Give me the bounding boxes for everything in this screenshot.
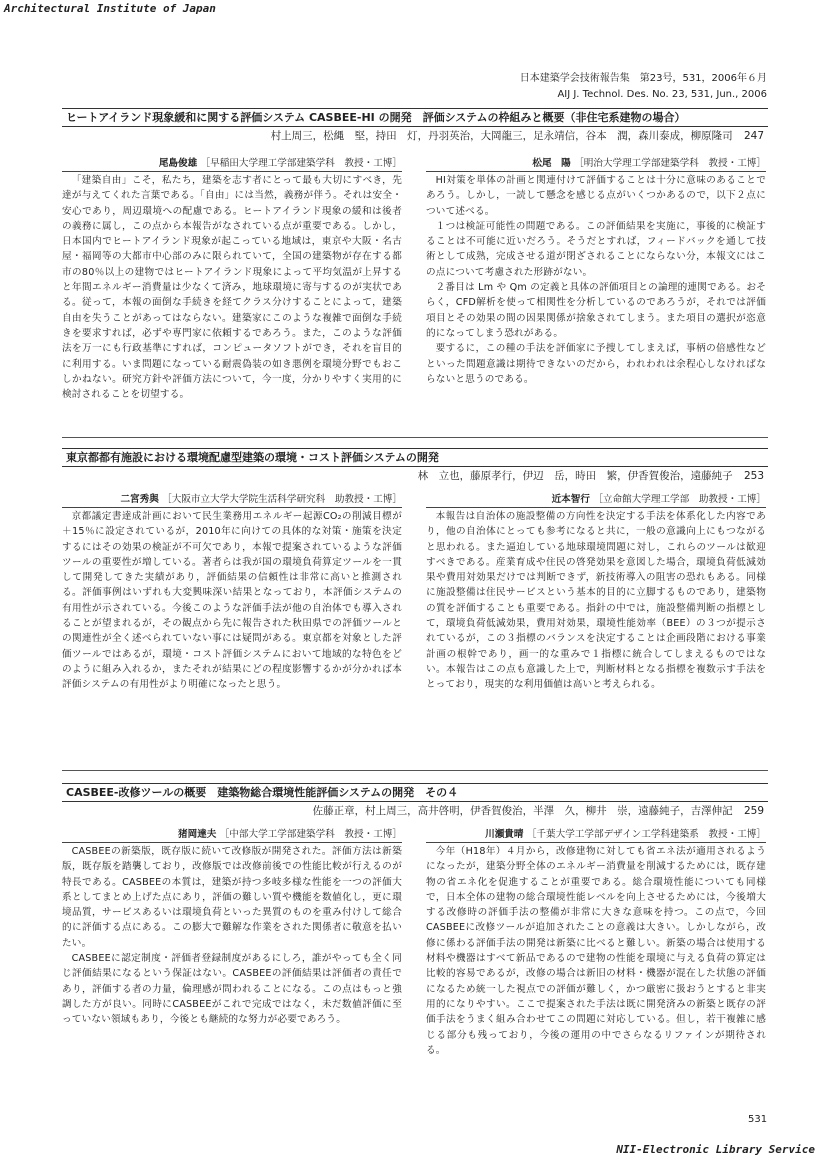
review-paragraph: 今年（H18年）４月から，改修建物に対しても省エネ法が適用されるようになったが，建築分野全体のエネルギー消費量を削減するためには，既存建物の省エネ化を促進することが重要である。総合環境性能についても同様で，日本全体の建物の総合環境性能レベルを向上させるためには，今後増大する改修時の評価手法の整備が非常に大きな意味を持つ。この点で，今回CASBEEに改修ツールが追加されたことの意義は大きい。しかしながら，改修に係わる評価手法の開発は新築に比べると難しい。新築の場合は使用する材料や機器はすべて新品であるので建物の性能を環境に与える負荷の算定は比較的容易であるが，改修の場合は新旧の材料・機器が混在した状態の評価になるため統一した視点での評価が難しく，かつ厳密に扱おうとすると非実用的になりやすい。ここで提案された手法は既に開発済みの新築と既存の評価手法をうまく組み合わせてこの問題に対応している。但し，若干複雑に感じる部分も残っており，今後の運用の中でさらなるリファインが期待される。 xyxy=(426,846,766,1056)
reviewer-name: 猪岡達夫 xyxy=(178,829,217,840)
reviewer-name: 尾島俊雄 xyxy=(158,158,198,169)
reviewer-name: 近本智行 xyxy=(551,494,590,505)
journal-citation-jp: 日本建築学会技術報告集 第23号，531，2006年６月 xyxy=(519,73,767,84)
review-column-right xyxy=(426,827,766,1058)
reviewer-name: 川瀬貴晴 xyxy=(485,829,524,840)
paper-authors xyxy=(62,467,768,485)
page-number: 531 xyxy=(748,1114,768,1125)
review-paragraph: 本報告は自治体の施設整備の方向性を決定する手法を体系化した内容であり，他の自治体にとっても参考になると共に，一般の意識向上にもつながると思われる。また逼迫している地球環境問題に対し，これらのツールは歓迎すべきである。産業育成や住民の啓発効果を意図した場合，環境負荷低減効果や費用対効果だけでは判断できず，新技術導入の阻害の恐れもある。同様に施設整備は住民サービスという基本的目的に立脚するものであり，建築物の質を評価することも重要である。指針の中では，施設整備判断の指標として，環境負荷低減効果，費用対効果，環境性能効率（BEE）の３つが提示されているが，この３指標のバランスを決定することは企画段階における事業計画の根幹であり，画一的な重みで１指標に統合してしまえるものではない。本報告はこの点も意識した上で，判断材料となる指標を複数示す手法をとっており，現実的な利用価値は高いと考えられる。 xyxy=(426,511,766,691)
reviewer-line xyxy=(426,492,766,508)
review-paragraph: 要するに，この種の手法を評価家に予捜してしまえば，事柄の倍感性などといった問題意識は期待できないのだから，われわれは余程心しなければならないと思うのである。 xyxy=(426,343,766,385)
reviewer-affiliation: ［立命館大学理工学部 助教授・工博］ xyxy=(593,494,766,505)
reviewer-affiliation: ［千葉大学工学部デザイン工学科建築系 教授・工博］ xyxy=(526,829,766,840)
journal-citation-en: AIJ J. Technol. Des. No. 23, 531, Jun., 2006 xyxy=(557,89,767,100)
review-paragraph: 京都議定書達成計画において民生業務用エネルギー起源CO₂の削減目標が＋15％に設定されているが，2010年に向けての具体的な対策・施策を決定するにはその効果の検証が不可欠であり，本報で提案されているような評価ツールの重要性が増している。著者らは我が国の環境負荷算定ツールを一貫して開発してきた実績があり，評価結果の信頼性は非常に高いと推測される。評価事例はいずれも大変興味深い結果となっており，本評価システムの有用性が示されている。今後このような評価手法が他の自治体でも導入されることが望まれるが，その観点から先に報告された秋田県での評価ツールとの関連性が全く述べられていない事には疑問がある。東京都を対象とした評価ツールではあるが，環境・コスト評価システムにおいて地域的な特色をどのように組み入れるか，またそれが結果にどの程度影響するかが分かれば本評価システムの有用性がより明確になったと思う。 xyxy=(62,511,402,691)
paper-section-2 xyxy=(62,448,768,691)
institute-label: Architectural Institute of Japan xyxy=(4,2,216,15)
reviewer-line xyxy=(62,156,402,172)
review-column-right xyxy=(426,492,766,693)
reviewer-name: 松尾 陽 xyxy=(532,158,571,169)
review-paragraph: １つは検証可能性の問題である。この評価結果を実施に，事後的に検証することは不可能に近いだろう。そうだとすれば，フィードバックを通して技術として成熟，完成させる道が閉ざされることにならない分，本報文にはこの点について考慮された形跡がない。 xyxy=(426,220,766,278)
review-column-right xyxy=(426,156,766,387)
paper-authors xyxy=(62,802,768,820)
reviewer-affiliation: ［大阪市立大学大学院生活科学研究科 助教授・工博］ xyxy=(162,494,402,505)
review-paragraph: CASBEEに認定制度・評価者登録制度があるにしろ，誰がやっても全く同じ評価結果になるという保証はない。CASBEEの評価結果は評価者の責任であり，評価する者の力量，倫理感が問われることになる。この点はもっと強調した方が良い。同時にCASBEEがこれで完成ではなく，未だ数値評価に至っていない領域もあり，今後とも継続的な努力が必要であろう。 xyxy=(62,953,402,1026)
review-paragraph: HI対策を単体の計画と関連付けて評価することは十分に意味のあることであろう。しかし，一読して懸念を感じる点がいくつかあるので，以下２点について述べる。 xyxy=(426,175,766,217)
paper-authors xyxy=(62,127,768,145)
review-column-left xyxy=(62,492,402,693)
paper-title: 東京都都有施設における環境配慮型建築の環境・コスト評価システムの開発 xyxy=(62,448,768,467)
paper-page: 247 xyxy=(743,130,764,142)
library-service-label: NII-Electronic Library Service xyxy=(616,1143,815,1156)
section-divider xyxy=(62,770,768,771)
author-list: 村上周三，松縄 堅，持田 灯，丹羽英治，大岡龍三，足永靖信，谷本 潤，森川泰成，柳原隆司 xyxy=(270,130,733,142)
journal-citation xyxy=(520,71,767,103)
reviewer-line xyxy=(62,827,402,843)
paper-title: CASBEE-改修ツールの概要 建築物総合環境性能評価システムの開発 その４ xyxy=(62,783,768,802)
paper-section-3 xyxy=(62,783,768,1056)
author-list: 林 立也，藤原孝行，伊辺 岳，時田 繁，伊香賀俊治，遠藤純子 xyxy=(417,470,733,482)
reviewer-affiliation: ［明治大学理工学部建築学科 教授・工博］ xyxy=(574,158,766,169)
paper-page: 253 xyxy=(743,470,764,482)
reviewer-name: 二宮秀與 xyxy=(120,494,159,505)
review-paragraph: CASBEEの新築版，既存版に続いて改修版が開発された。評価方法は新築版，既存版を踏襲しており，改修版では改修前後での性能比較が行えるのが特長である。CASBEEの本質は，建築が持つ多岐多様な性能を一つの評価大系としてまとめ上げた点にあり，評価の難しい質や機能を数値化し，更に環境品質，サービスあるいは環境負荷といった異質のものを重み付けして総合的に評価する点にある。この膨大で難解な作業をされた関係者に敬意を払いたい。 xyxy=(62,846,402,949)
review-paragraph: 「建築自由」こそ，私たち，建築を志す者にとって最も大切にすべき，先達が与えてくれた言葉である。「自由」には当然，義務が伴う。それは安全・安心であり，周辺環境への配慮である。ヒートアイランド現象の緩和は後者の義務に属し，この点から本報告がなされている点が重要である。しかし，日本国内でヒートアイランド現象が起こっている地域は，東京や大阪・名古屋・福岡等の大都市中心部のみに限られていて，全国の建築物が存在する都市の80％以上の建物ではヒートアイランド現象によって平均気温が上昇すると年間エネルギー消費量は少なくて済み，地球環境に寄与するのが実状である。従って，本報の面倒な手続きを経てクラス分けすることによって，建築自由を失うことがあってはならない。建築家にこのような複雑で面倒な手続きを要求すれば，必ずや専門家に依頼するであろう。また，このような評価法を万一にも行政基準にすれば，コンピュータソフトができ，それを盲目的に利用する。いま問題になっている耐震偽装の如き悪例を環境分野でもおこしかねない。研究方針や評価方法について，今一度，分かりやすく実用的に検討されることを切望する。 xyxy=(62,175,402,401)
review-column-left xyxy=(62,827,402,1028)
paper-section-1 xyxy=(62,108,768,401)
reviewer-affiliation: ［中部大学工学部建築学科 教授・工博］ xyxy=(219,829,402,840)
reviewer-line xyxy=(426,827,766,843)
author-list: 佐藤正章，村上周三，高井啓明，伊香賀俊治，半澤 久，柳井 崇，遠藤純子，吉澤伸記 xyxy=(312,805,733,817)
review-paragraph: ２番目は Lm や Qm の定義と具体の評価項目との論理的連関である。おそらく，CFD解析を使って相関性を分析しているのであろうが，それでは評価項目とその効果の間の因果関係が捨象されてしまう。また項目の選択が恣意的になってしまう恐れがある。 xyxy=(426,282,766,339)
review-column-left xyxy=(62,156,402,402)
section-divider xyxy=(62,437,768,438)
paper-page: 259 xyxy=(743,805,764,817)
reviewer-affiliation: ［早稲田大学理工学部建築学科 教授・工博］ xyxy=(200,158,402,169)
reviewer-line xyxy=(62,492,402,508)
paper-title: ヒートアイランド現象緩和に関する評価システム CASBEE-HI の開発 評価システムの枠組みと概要（非住宅系建物の場合） xyxy=(62,108,768,127)
reviewer-line xyxy=(426,156,766,172)
